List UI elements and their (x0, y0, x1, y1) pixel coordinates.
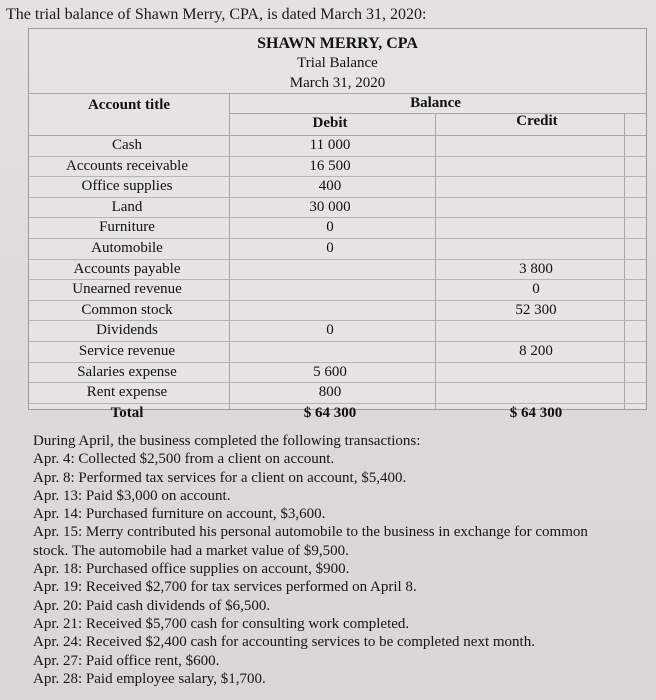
table-row (29, 382, 646, 403)
transaction-item: Apr. 21: Received $5,700 cash for consulting work completed. (33, 615, 410, 632)
account-cell: Accounts payable (73, 260, 181, 277)
debit-cell (293, 260, 367, 280)
account-cell: Common stock (81, 301, 173, 318)
table-row (29, 197, 646, 218)
table-body (29, 136, 646, 423)
account-cell: Cash (112, 137, 142, 153)
header-divider (29, 93, 646, 94)
transaction-item: Apr. 18: Purchased office supplies on account, $900. (33, 561, 350, 578)
debit-cell: 400 (318, 178, 342, 195)
account-cell: Land (111, 198, 143, 215)
debit-cell (293, 280, 367, 300)
company-name: SHAWN MERRY, CPA (257, 35, 418, 52)
total-debit: $ 64 300 (303, 404, 357, 421)
transaction-item: Apr. 4: Collected $2,500 from a client on account. (33, 451, 335, 468)
table-row (29, 259, 646, 280)
account-cell: Furniture (99, 219, 155, 236)
credit-cell (501, 321, 571, 341)
account-title-header: Account title (87, 97, 171, 113)
transaction-item: Apr. 27: Paid office rent, $600. (33, 652, 220, 669)
transaction-item: Apr. 24: Received $2,400 cash for accounting services to be completed next month. (33, 634, 535, 651)
table-row (29, 238, 646, 259)
statement-title: Trial Balance (297, 55, 378, 71)
account-cell: Unearned revenue (72, 281, 182, 298)
credit-cell (501, 383, 571, 403)
table-row (29, 362, 646, 383)
account-cell: Accounts receivable (65, 157, 189, 174)
transactions-intro: During April, the business completed the following transactions: (33, 433, 421, 449)
debit-cell: 16 500 (309, 157, 351, 174)
credit-cell (501, 136, 571, 156)
credit-cell: 52 300 (515, 301, 557, 318)
transaction-item: Apr. 20: Paid cash dividends of $6,500. (33, 597, 271, 614)
trial-balance-table (28, 28, 647, 421)
account-cell: Office supplies (81, 178, 173, 195)
credit-header: Credit (516, 113, 558, 129)
table-row (29, 217, 646, 238)
transaction-item: Apr. 8: Performed tax services for a client on account, $5,400. (33, 469, 407, 486)
transaction-item: Apr. 19: Received $2,700 for tax services performed on April 8. (33, 579, 417, 596)
debit-cell (293, 342, 367, 362)
credit-cell: 3 800 (519, 260, 553, 277)
account-cell: Service revenue (78, 342, 176, 359)
credit-cell (501, 177, 571, 197)
total-label: Total (110, 404, 144, 421)
total-credit: $ 64 300 (509, 404, 563, 421)
transaction-item: Apr. 13: Paid $3,000 on account. (33, 487, 231, 504)
debit-cell: 0 (326, 322, 334, 339)
credit-cell (501, 198, 571, 218)
debit-cell: 30 000 (309, 198, 351, 215)
debit-cell: 11 000 (309, 137, 351, 153)
debit-cell (293, 301, 367, 321)
account-cell: Salaries expense (77, 363, 177, 380)
balance-header: Balance (410, 95, 461, 111)
debit-header: Debit (312, 115, 348, 131)
debit-cell: 800 (318, 384, 342, 401)
transaction-item: Apr. 28: Paid employee salary, $1,700. (33, 670, 266, 687)
table-row (29, 300, 646, 321)
table-row (29, 136, 646, 156)
transaction-item: Apr. 14: Purchased furniture on account, $3,600. (33, 506, 326, 523)
credit-cell: 0 (532, 281, 540, 298)
table-row (29, 176, 646, 197)
transactions-section (33, 432, 643, 688)
total-row (29, 403, 646, 424)
credit-cell (501, 363, 571, 383)
account-cell: Rent expense (86, 384, 168, 401)
transaction-item-continued: stock. The automobile had a market value of $9,500. (33, 542, 349, 559)
table-row (29, 320, 646, 341)
account-cell: Automobile (91, 239, 163, 256)
credit-cell: 8 200 (519, 342, 553, 359)
debit-cell: 0 (326, 239, 334, 256)
account-cell: Dividends (96, 322, 158, 339)
table-row (29, 279, 646, 300)
transaction-item: Apr. 15: Merry contributed his personal automobile to the business in exchange for common (33, 524, 588, 541)
intro-text: The trial balance of Shawn Merry, CPA, is dated March 31, 2020: (6, 6, 427, 23)
debit-cell: 0 (326, 219, 334, 236)
credit-cell (501, 218, 571, 238)
debit-cell: 5 600 (313, 363, 347, 380)
statement-date: March 31, 2020 (289, 75, 386, 91)
table-row (29, 341, 646, 362)
table-row (29, 156, 646, 177)
credit-cell (501, 239, 571, 259)
credit-cell (501, 157, 571, 177)
